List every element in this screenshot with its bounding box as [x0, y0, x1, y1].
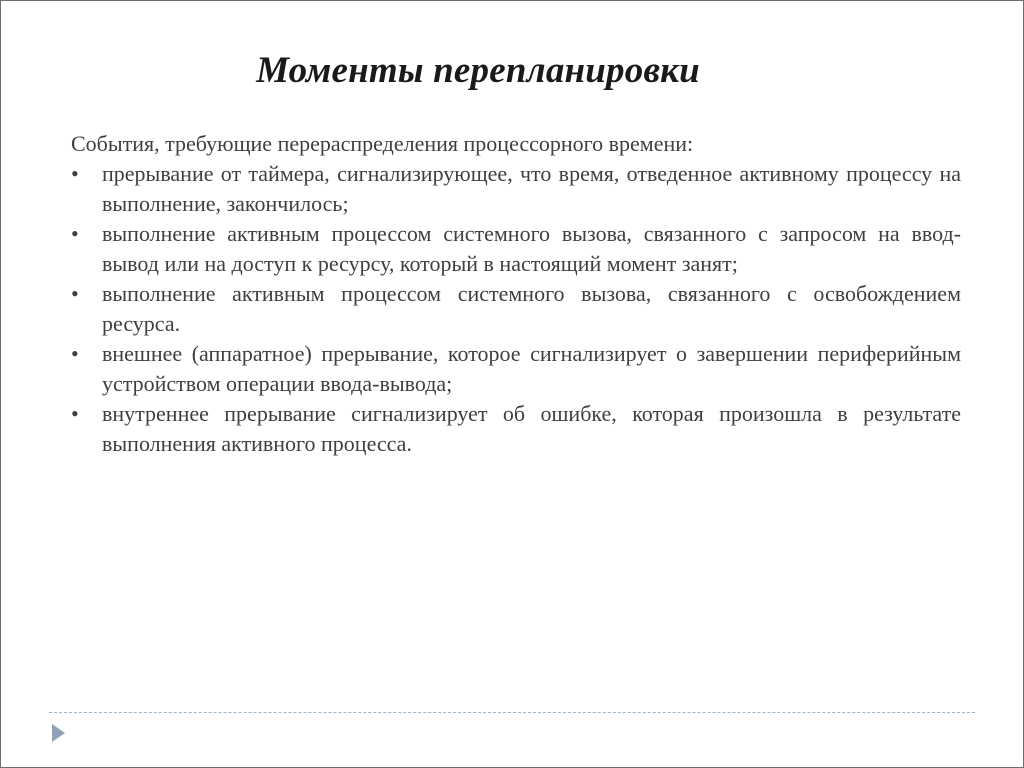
list-item-text: выполнение активным процессом системного вызова, связанного с запросом на ввод-вывод или на доступ к ресурсу, который в настоящий момент занят;: [102, 221, 961, 276]
list-item-text: внешнее (аппаратное) прерывание, которое сигнализирует о завершении периферийным устройством операции ввода-вывода;: [102, 341, 961, 396]
intro-text: События, требующие перераспределения процессорного времени:: [71, 131, 694, 156]
slide-title: Моменты перепланировки: [256, 50, 700, 91]
list-item: [71, 339, 961, 399]
footer-divider: [49, 712, 975, 713]
bullet-icon: •: [71, 161, 79, 186]
list-item: [71, 219, 961, 279]
list-item: [71, 279, 961, 339]
bullet-icon: •: [71, 281, 79, 306]
bullet-icon: •: [71, 401, 79, 426]
list-item-text: прерывание от таймера, сигнализирующее, что время, отведенное активному процессу на выполнение, закончилось;: [102, 161, 961, 216]
triangle-right-icon[interactable]: [52, 724, 65, 742]
slide-content: [71, 129, 961, 459]
list-item: [71, 159, 961, 219]
list-item: [71, 399, 961, 459]
bullet-icon: •: [71, 221, 79, 246]
list-item-text: внутреннее прерывание сигнализирует об ошибке, которая произошла в результате выполнения активного процесса.: [102, 401, 961, 456]
list-item-text: выполнение активным процессом системного вызова, связанного с освобождением ресурса.: [102, 281, 961, 336]
bullet-list: [71, 159, 961, 459]
bullet-icon: •: [71, 341, 79, 366]
